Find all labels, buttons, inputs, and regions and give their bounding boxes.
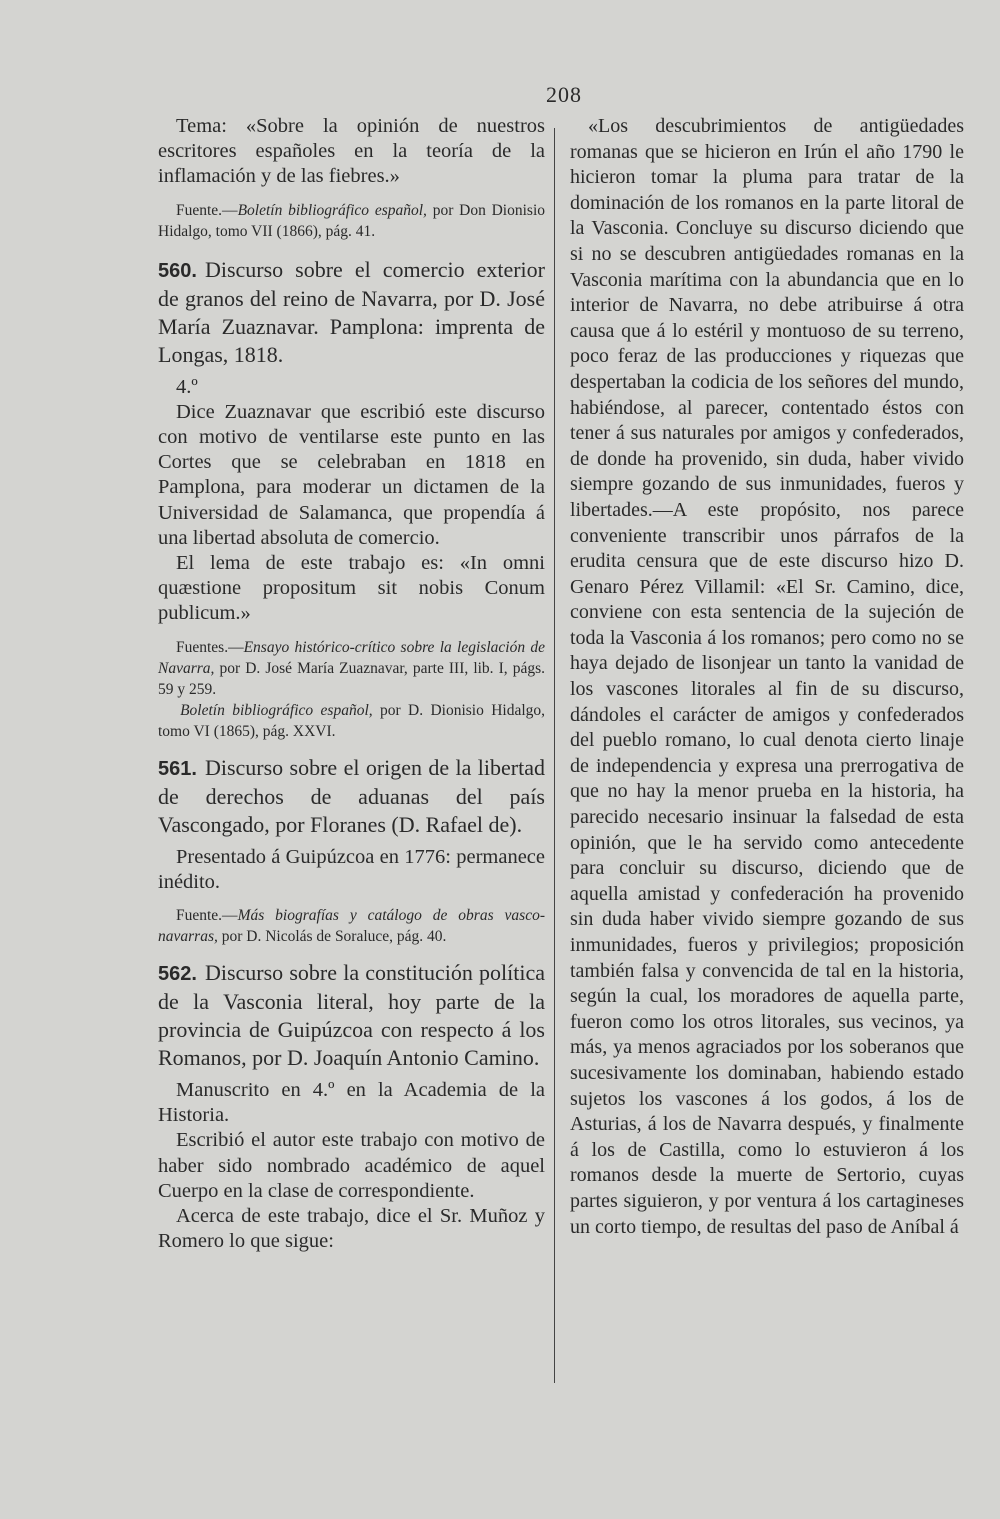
source-rest: por D. Nicolás de Soraluce, pág. 40. <box>217 928 447 946</box>
source-rest: por Don Dionisio Hidalgo, tomo VII (1866), pág. 41. <box>158 201 545 240</box>
source-label: Fuente.— <box>176 907 238 925</box>
source-rest: por D. José María Zuaznavar, parte III, lib. I, págs. 59 y 259. <box>158 659 545 698</box>
entry-562-body-3: Acerca de este trabajo, dice el Sr. Muñoz y Romero lo que sigue: <box>158 1205 545 1253</box>
right-column <box>570 114 964 1240</box>
entry-561-body: Presentado á Guipúzcoa en 1776: permanece inédito. <box>158 845 545 893</box>
source-title: Ensayo histórico-crítico sobre la legislación de Navarra, <box>158 638 545 677</box>
entry-561-heading <box>158 754 545 839</box>
source-label: Fuente.— <box>176 201 238 219</box>
entry-560-sources <box>158 637 545 742</box>
tema-source <box>158 200 545 242</box>
entry-560-body-1: Dice Zuaznavar que escribió este discurso con motivo de ventilarse este punto en las Cortes que se celebraban en 1818 en Pamplona, para moderar un dictamen de la Universidad de Salamanca, que propendía á una libertad absoluta de comercio. <box>158 400 545 549</box>
entry-562-heading <box>158 959 545 1072</box>
entry-562-body-1: Manuscrito en 4.º en la Academia de la Historia. <box>158 1079 545 1127</box>
entry-561-source <box>158 905 545 947</box>
entry-title: Discurso sobre el comercio exterior de granos del reino de Navarra, por D. José María Zuaznavar. Pamplona: imprenta de Longas, 1818. <box>158 256 545 367</box>
source-label: Fuentes.— <box>176 638 244 656</box>
entry-title: Discurso sobre el origen de la libertad de derechos de aduanas del país Vascongado, por Floranes (D. Rafael de). <box>158 754 545 837</box>
left-column <box>158 114 545 1254</box>
entry-number: 561. <box>158 757 197 780</box>
right-column-text: «Los descubrimientos de antigüedades romanas que se hicieron en Irún el año 1790 le hicieron tomar la pluma para tratar de la dominación de los romanos en la parte litoral de la Vasconia. Concluye su discurso diciendo que si no se descubren antigüedades romanas en la Vasconia marítima con la abundancia que en lo interior de Navarra, no debe atribuirse á otra causa que á lo estéril y montuoso de su terreno, poco feraz de las producciones y riquezas que despertaban la codicia de los señores del mundo, habiéndose, al parecer, contentado éstos con tener á sus naturales por amigos y confederados, de donde ha provenido, sin duda, haber vivido siempre gozando de sus inmunidades, fueros y libertades.—A este propósito, nos parece conveniente transcribir unos párrafos de la erudita censura que de este discurso hizo D. Genaro Pérez Villamil: «El Sr. Camino, dice, conviene con esta sentencia de la sujeción de toda la Vasconia á los romanos; pero como no se haya dejado de lisonjear un tanto la vanidad de los vascones litorales al fin de su discurso, dándoles el carácter de amigos y confederados del pueblo romano, lo cual denota cierto linaje de independencia y expresa una prerrogativa de que no hay la menor prueba en la historia, ha parecido necesario insinuar la falsedad de esta opinión, que le ha servido como antecedente para concluir su discurso, diciendo que de aquella amistad y confederación ha provenido sin duda haber vivido siempre gozando de sus inmunidades, fueros y privilegios; proposición también falsa y convencida de tal en la historia, según la cual, los moradores de aquella parte, fueron como los otros litorales, sus vecinos, ya más, ya menos agraciados por los soberanos que sucesivamente los dominaban, habiendo estado sujetos los vascones á los godos, á los de Asturias, á los de Navarra después, y finalmente á los de Castilla, como lo estuvieron á los romanos desde la muerte de Sertorio, cuyas partes siguieron, y por ventura á los cartagineses un corto tiempo, de resultas del paso de Aníbal á <box>570 115 964 1238</box>
entry-560-heading <box>158 256 545 369</box>
page-number: 208 <box>546 82 582 107</box>
source-title: Boletín bibliográfico español, <box>237 201 427 219</box>
entry-560-format: 4.º <box>176 375 198 398</box>
source-rest: por D. Dionisio Hidalgo, tomo VI (1865), pág. XXVI. <box>158 701 546 740</box>
source-title: Boletín bibliográfico español, <box>180 701 373 719</box>
entry-number: 560. <box>158 259 197 282</box>
entry-562-body-2: Escribió el autor este trabajo con motivo de haber sido nombrado académico de aquel Cuerpo en la clase de correspondiente. <box>158 1129 545 1202</box>
column-divider <box>554 128 555 1383</box>
entry-560-body-2: El lema de este trabajo es: «In omni quæstione propositum sit nobis Conum publicum.» <box>158 552 545 625</box>
entry-number: 562. <box>158 963 197 986</box>
entry-title: Discurso sobre la constitución política de la Vasconia literal, hoy parte de la provincia de Guipúzcoa con respecto á los Romanos, por D. Joaquín Antonio Camino. <box>158 960 545 1071</box>
source-title: Más biografías y catálogo de obras vasco-navarras, <box>158 907 545 946</box>
tema-paragraph: Tema: «Sobre la opinión de nuestros escritores españoles en la teoría de la inflamación y de las fiebres.» <box>158 115 545 188</box>
